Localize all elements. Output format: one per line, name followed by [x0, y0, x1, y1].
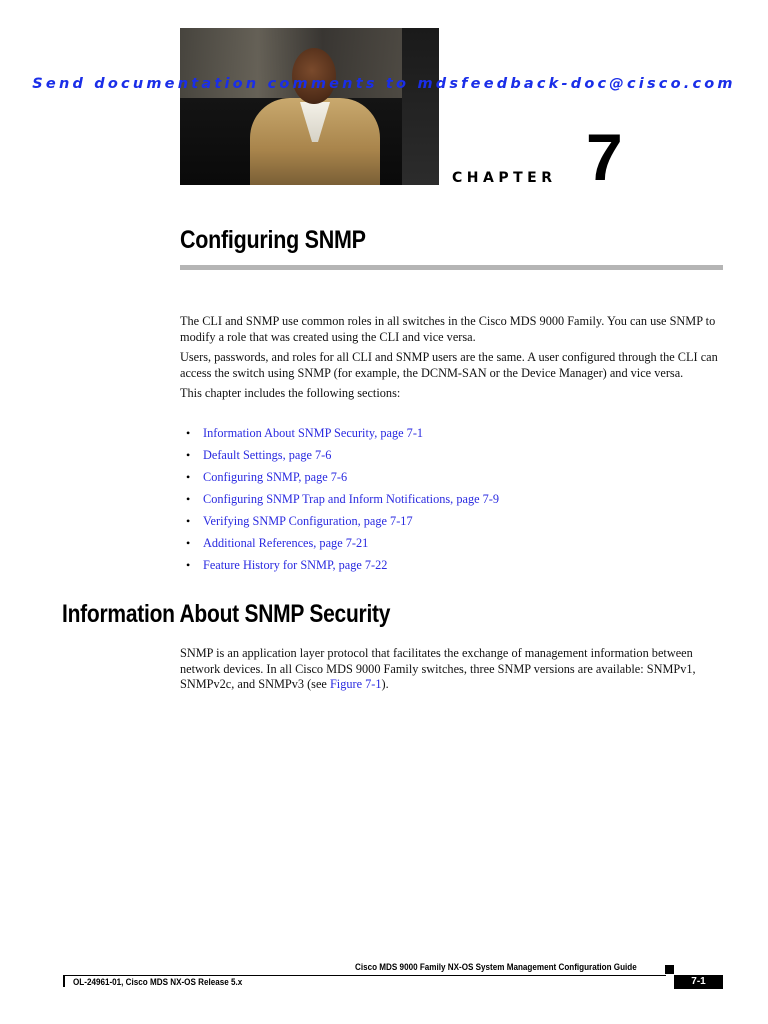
- title-rule: [180, 265, 723, 270]
- feedback-link[interactable]: Send documentation comments to mdsfeedback-doc@cisco.com: [32, 76, 736, 92]
- footer-bar: [63, 975, 65, 987]
- list-item: • Configuring SNMP Trap and Inform Notifications, page 7-9: [186, 492, 500, 506]
- chapter-label: CHAPTER: [452, 170, 557, 186]
- section-paragraph: [180, 646, 725, 698]
- section-link[interactable]: Configuring SNMP, page 7-6: [203, 470, 348, 484]
- section-text: SNMP is an application layer protocol that facilitates the exchange of management information between network devices. In all Cisco MDS 9000 Family switches, three SNMP versions are available: SNMPv1, SNMPv2c, and SNMPv3 (see: [180, 646, 696, 691]
- section-link[interactable]: Default Settings, page 7-6: [203, 448, 332, 462]
- intro-paragraph-3: This chapter includes the following sections:: [180, 386, 401, 400]
- intro-text: [180, 314, 725, 407]
- section-text-end: ).: [381, 677, 389, 691]
- section-link[interactable]: Feature History for SNMP, page 7-22: [203, 558, 388, 572]
- figure-link[interactable]: Figure 7-1: [329, 677, 382, 691]
- intro-paragraph-1: The CLI and SNMP use common roles in all switches in the Cisco MDS 9000 Family. You can use SNMP to modify a role that was created using the CLI and vice versa.: [180, 314, 716, 344]
- intro-paragraph-2: Users, passwords, and roles for all CLI and SNMP users are the same. A user configured through the CLI can access the switch using SNMP (for example, the DCNM-SAN or the Device Manager) and vice versa.: [180, 350, 718, 380]
- list-item: • Default Settings, page 7-6: [186, 448, 332, 462]
- section-link[interactable]: Configuring SNMP Trap and Inform Notifications, page 7-9: [203, 492, 500, 506]
- list-item: • Configuring SNMP, page 7-6: [186, 470, 348, 484]
- chapter-photo: [180, 28, 439, 185]
- page-number: 7-1: [674, 975, 723, 989]
- section-heading: Information About SNMP Security: [62, 600, 391, 628]
- footer-guide-title: Cisco MDS 9000 Family NX-OS System Management Configuration Guide: [355, 962, 637, 972]
- section-list: [180, 426, 499, 580]
- section-link[interactable]: Verifying SNMP Configuration, page 7-17: [203, 514, 413, 528]
- footer-marker: [665, 965, 674, 974]
- footer-release: OL-24961-01, Cisco MDS NX-OS Release 5.x: [73, 977, 243, 987]
- list-item: • Feature History for SNMP, page 7-22: [186, 558, 388, 572]
- section-link[interactable]: Additional References, page 7-21: [203, 536, 369, 550]
- chapter-number: 7: [586, 120, 623, 194]
- list-item: • Verifying SNMP Configuration, page 7-17: [186, 514, 413, 528]
- list-item: • Information About SNMP Security, page 7-1: [186, 426, 424, 440]
- footer-rule: [63, 975, 666, 976]
- chapter-title: Configuring SNMP: [180, 226, 366, 254]
- list-item: • Additional References, page 7-21: [186, 536, 369, 550]
- section-link[interactable]: Information About SNMP Security, page 7-1: [203, 426, 424, 440]
